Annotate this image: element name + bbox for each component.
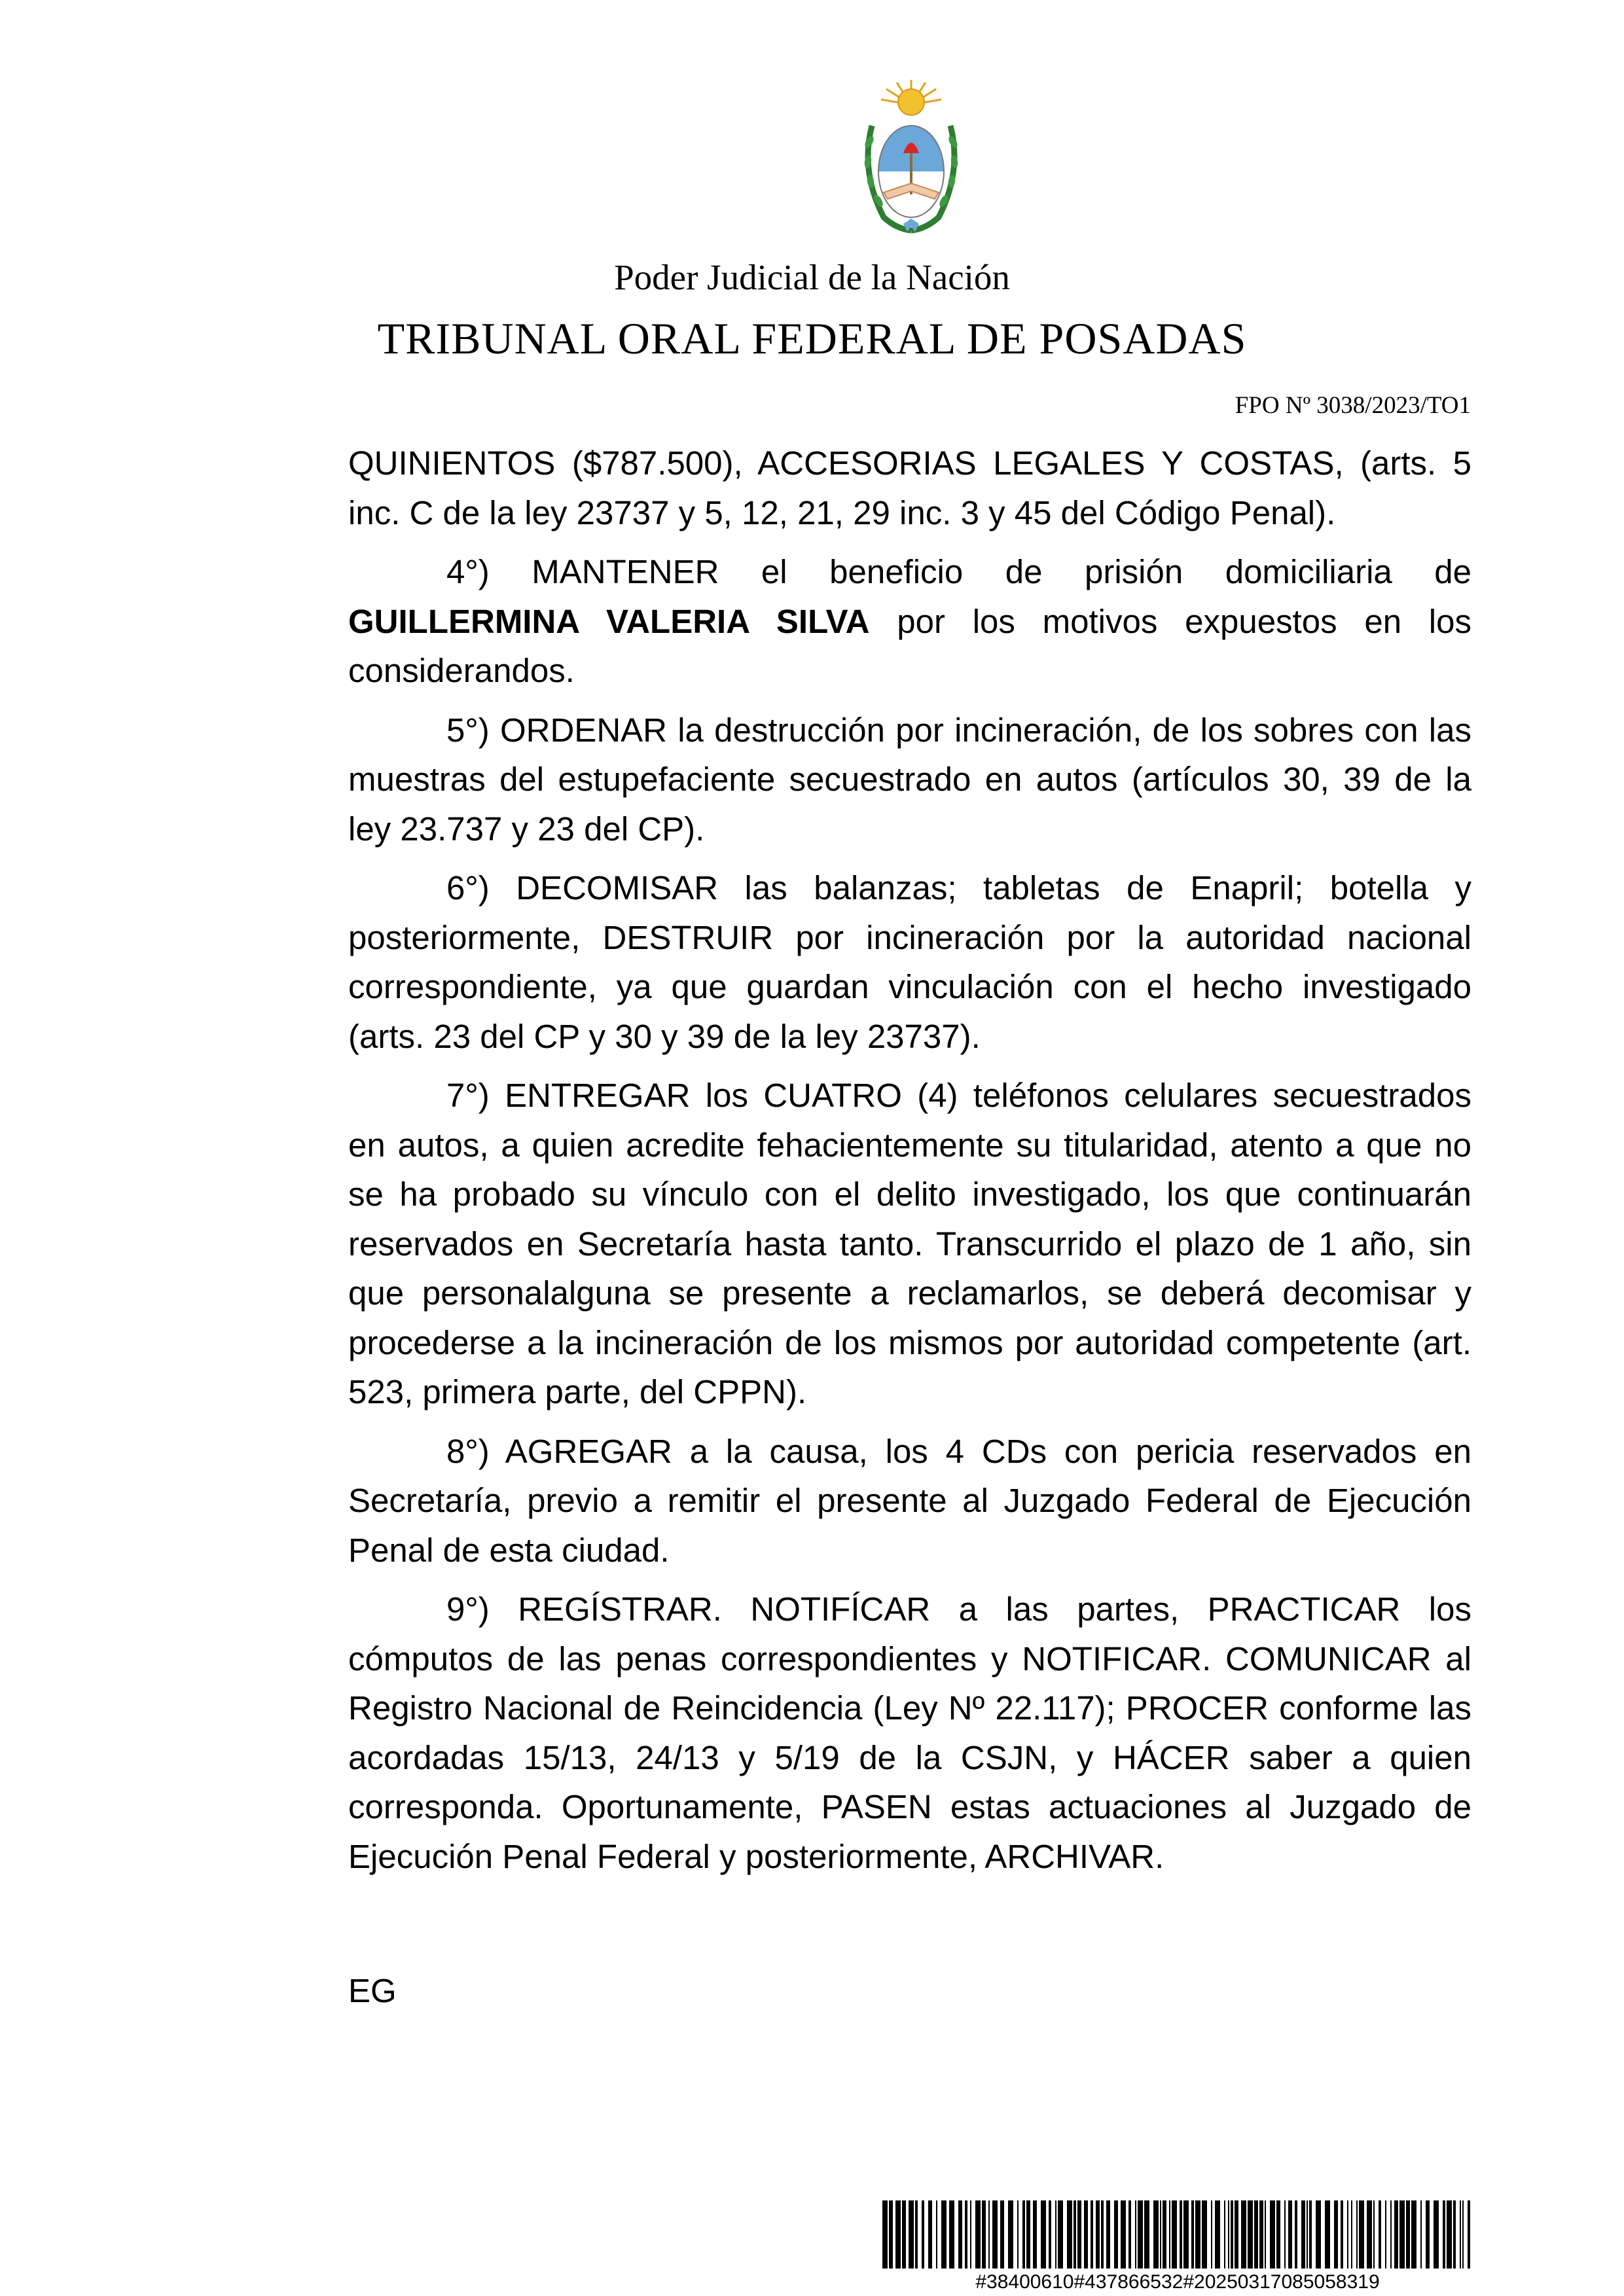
barcode-bar <box>1468 2200 1470 2269</box>
barcode-bar <box>1235 2200 1238 2269</box>
barcode-bar <box>1049 2200 1051 2269</box>
paragraph-6: 6°) DECOMISAR las balanzas; tabletas de Enapril; botella y posteriormente, DESTRUIR por incineración por la autoridad nacional correspondiente, ya que guardan vinculación con el hecho investigado (arts. 23 del CP y 30 y 39 de la ley 23737). <box>348 869 1471 1055</box>
barcode-bar <box>1309 2200 1312 2269</box>
barcode-bar <box>936 2200 937 2269</box>
barcode-bar <box>1169 2200 1170 2269</box>
barcode-bar <box>1460 2200 1461 2269</box>
barcode-bar <box>992 2200 998 2269</box>
paragraph-9: 9°) REGÍSTRAR. NOTIFÍCAR a las partes, PRACTICAR los cómputos de las penas correspondientes y NOTIFICAR. COMUNICAR al Registro Nacional de Reincidencia (Ley Nº 22.117); PROCER conforme las acordadas 15/13, 24/13 y 5/19 de la CSJN, y HÁCER saber a quien corresponda. Oportunamente, PASEN estas actuaciones al Juzgado de Ejecución Penal Federal y posteriormente, ARCHIVAR. <box>348 1590 1471 1875</box>
barcode-bar <box>928 2200 932 2269</box>
barcode-bar <box>1347 2200 1348 2269</box>
barcode-bar <box>1160 2200 1161 2269</box>
barcode-bar <box>1301 2200 1305 2269</box>
barcode-bar <box>1172 2200 1177 2269</box>
barcode-bar <box>1248 2200 1253 2269</box>
barcode-bar <box>915 2200 918 2269</box>
barcode-bar <box>1341 2200 1343 2269</box>
barcode-bar <box>1106 2200 1110 2269</box>
barcode-bar <box>1074 2200 1076 2269</box>
barcode-bar <box>1144 2200 1149 2269</box>
barcode-bar <box>1077 2200 1081 2269</box>
document-body <box>348 439 1471 1891</box>
barcode-bar <box>1359 2200 1364 2269</box>
paragraph-4-text-a: 4°) MANTENER el beneficio de prisión domiciliaria de <box>446 553 1471 590</box>
barcode-bar <box>988 2200 990 2269</box>
barcode-bar <box>1191 2200 1194 2269</box>
barcode-bar <box>970 2200 971 2269</box>
barcode-bar <box>1411 2200 1416 2269</box>
barcode-bar <box>1058 2200 1063 2269</box>
barcode-bar <box>1215 2200 1220 2269</box>
barcode-bar <box>1026 2200 1030 2269</box>
paragraph-8: 8°) AGREGAR a la causa, los 4 CDs con pericia reservados en Secretaría, previo a remitir el presente al Juzgado Federal de Ejecución Penal de esta ciudad. <box>348 1432 1471 1569</box>
barcode-bar <box>1180 2200 1182 2269</box>
barcode-bar <box>1434 2200 1439 2269</box>
barcode-bar <box>1420 2200 1422 2269</box>
barcode-bar <box>958 2200 962 2269</box>
barcode-bar <box>1153 2200 1159 2269</box>
barcode-bar <box>1033 2200 1037 2269</box>
barcode-bar <box>1385 2200 1386 2269</box>
barcode-bar <box>1228 2200 1229 2269</box>
paragraph-7: 7°) ENTREGAR los CUATRO (4) teléfonos celulares secuestrados en autos, a quien acredite fehacientemente su titularidad, atento a que no se ha probado su vínculo con el delito investigado, los que continuarán reservados en Secretaría hasta tanto. Transcurrido el plazo de 1 año, sin que personalalguna se presente a reclamarlos, se deberá decomisar y procederse a la incineración de los mismos por autoridad competente (art. 523, primera parte, del CPPN). <box>348 1077 1471 1410</box>
barcode-bar <box>1406 2200 1410 2269</box>
barcode-bar <box>1096 2200 1100 2269</box>
barcode-bar <box>1426 2200 1430 2269</box>
barcode-bar <box>902 2200 906 2269</box>
barcode-bar <box>1390 2200 1392 2269</box>
barcode-bar <box>1183 2200 1189 2269</box>
barcode-bar <box>1307 2200 1308 2269</box>
barcode-bar <box>895 2200 901 2269</box>
barcode-bar <box>975 2200 981 2269</box>
defendant-name: GUILLERMINA VALERIA SILVA <box>348 602 870 640</box>
barcode-bar <box>1084 2200 1088 2269</box>
argentina-coat-of-arms-icon <box>857 80 965 236</box>
paragraph-5: 5°) ORDENAR la destrucción por incineración, de los sobres con las muestras del estupefaciente secuestrado en autos (artículos 30, 39 de la ley 23.737 y 23 del CP). <box>348 711 1471 848</box>
barcode-bar <box>1399 2200 1405 2269</box>
barcode-bar <box>1295 2200 1297 2269</box>
barcode-bar <box>1163 2200 1166 2269</box>
barcode-bar <box>1114 2200 1118 2269</box>
barcode <box>882 2200 1473 2269</box>
barcode-bar <box>1091 2200 1093 2269</box>
barcode-bar <box>889 2200 893 2269</box>
barcode-bar <box>1101 2200 1104 2269</box>
barcode-bar <box>1259 2200 1263 2269</box>
barcode-bar <box>1067 2200 1072 2269</box>
barcode-bar <box>1394 2200 1398 2269</box>
barcode-bar <box>965 2200 967 2269</box>
barcode-bar <box>1284 2200 1286 2269</box>
barcode-bar <box>922 2200 924 2269</box>
paragraph-continuation: QUINIENTOS ($787.500), ACCESORIAS LEGALES Y COSTAS, (arts. 5 inc. C de la ley 23737 y 5, 12, 21, 29 inc. 3 y 45 del Código Penal). <box>348 444 1471 531</box>
barcode-bar <box>982 2200 986 2269</box>
barcode-bar <box>1202 2200 1207 2269</box>
barcode-bar <box>1325 2200 1330 2269</box>
barcode-bar <box>1288 2200 1292 2269</box>
barcode-bar <box>1055 2200 1056 2269</box>
barcode-bar <box>1367 2200 1372 2269</box>
institution-name: Poder Judicial de la Nación <box>614 257 1010 297</box>
paragraph-4-text-b: por los motivos expuestos en los considerandos. <box>348 602 1471 689</box>
barcode-bar <box>1316 2200 1321 2269</box>
barcode-bar <box>1334 2200 1338 2269</box>
barcode-bar <box>1241 2200 1246 2269</box>
barcode-bar <box>1128 2200 1131 2269</box>
barcode-text: #38400610#437866532#20250317085058319 <box>975 2271 1380 2293</box>
barcode-bar <box>1276 2200 1280 2269</box>
barcode-bar <box>1121 2200 1126 2269</box>
barcode-bar <box>1356 2200 1358 2269</box>
barcode-bar <box>1254 2200 1258 2269</box>
barcode-bar <box>1447 2200 1452 2269</box>
barcode-bar <box>949 2200 954 2269</box>
barcode-bar <box>1135 2200 1136 2269</box>
barcode-bar <box>1231 2200 1233 2269</box>
barcode-bar <box>1008 2200 1013 2269</box>
author-initials: EG <box>348 1972 397 2009</box>
barcode-bar <box>1379 2200 1381 2269</box>
paragraph-4 <box>348 547 1471 696</box>
barcode-bar <box>1017 2200 1019 2269</box>
barcode-bar <box>1373 2200 1375 2269</box>
barcode-bar <box>1351 2200 1352 2269</box>
court-name: TRIBUNAL ORAL FEDERAL DE POSADAS <box>377 314 1247 363</box>
barcode-bar <box>1138 2200 1143 2269</box>
barcode-bar <box>1265 2200 1266 2269</box>
barcode-bar <box>909 2200 914 2269</box>
barcode-bar <box>1224 2200 1225 2269</box>
barcode-bar <box>1270 2200 1275 2269</box>
barcode-bar <box>1453 2200 1456 2269</box>
barcode-bar <box>941 2200 947 2269</box>
barcode-bar <box>1041 2200 1046 2269</box>
barcode-bar <box>1000 2200 1004 2269</box>
case-number: FPO Nº 3038/2023/TO1 <box>1235 392 1471 419</box>
barcode-bar <box>882 2200 888 2269</box>
barcode-bar <box>1195 2200 1200 2269</box>
barcode-bar <box>1443 2200 1445 2269</box>
barcode-bar <box>1211 2200 1212 2269</box>
barcode-bar <box>1462 2200 1464 2269</box>
barcode-bar <box>1022 2200 1025 2269</box>
